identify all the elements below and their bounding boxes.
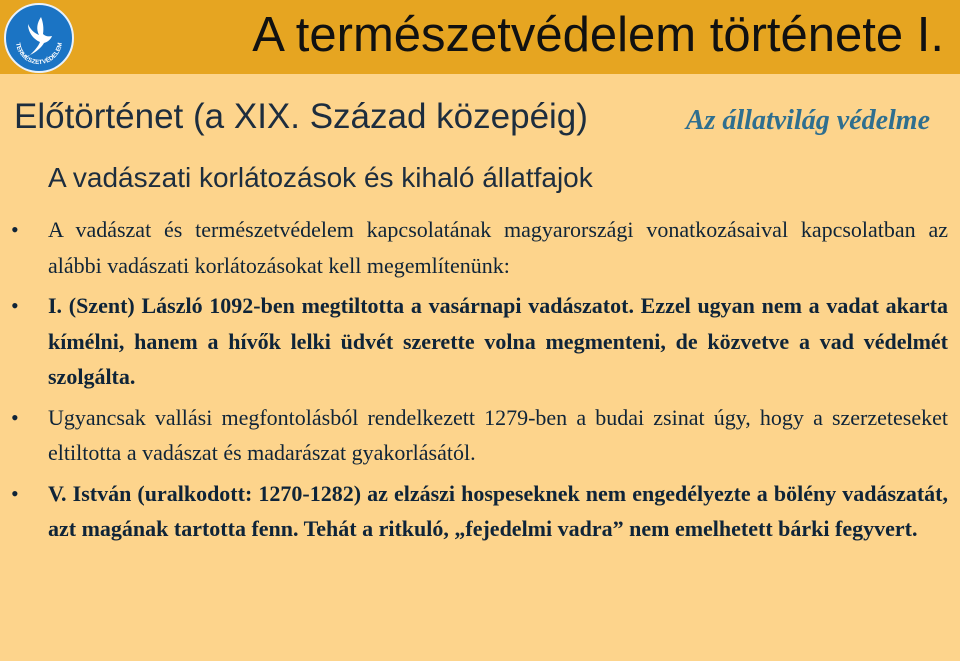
section-subtitle: Előtörténet (a XIX. Század közepéig) [14, 97, 588, 136]
page-title: A természetvédelem története I. [252, 8, 944, 62]
bullet-item: • V. István (uralkodott: 1270-1282) az elzászi hospeseknek nem engedélyezte a bölény vadászatát, azt magának tartotta fenn. Tehát a ritkuló, „fejedelmi vadra” nem emelhetett bárki fegyvert. [0, 476, 960, 547]
bullet-list [0, 212, 960, 552]
sub-heading: A vadászati korlátozások és kihaló állatfajok [48, 162, 593, 193]
bullet-item: • I. (Szent) László 1092-ben megtiltotta a vasárnapi vadászatot. Ezzel ugyan nem a vadat akarta kímélni, hanem a hívők lelki üdvét szerette volna megmenteni, de közvetve a vad védelmét szolgálta. [0, 288, 960, 395]
nature-conservation-logo [4, 3, 74, 73]
topic-label: Az állatvilág védelme [685, 105, 930, 136]
bird-logo-icon [6, 5, 72, 71]
title-banner [0, 0, 960, 74]
bullet-item: • A vadászat és természetvédelem kapcsolatának magyarországi vonatkozásaival kapcsolatban az alábbi vadászati korlátozásokat kell megemlítenünk: [0, 212, 960, 283]
bullet-item: • Ugyancsak vallási megfontolásból rendelkezett 1279-ben a budai zsinat úgy, hogy a szerzeteseket eltiltotta a vadászat és madarászat gyakorlásától. [0, 400, 960, 471]
svg-text:TERMÉSZETVÉDELEM: TERMÉSZETVÉDELEM [14, 42, 65, 67]
